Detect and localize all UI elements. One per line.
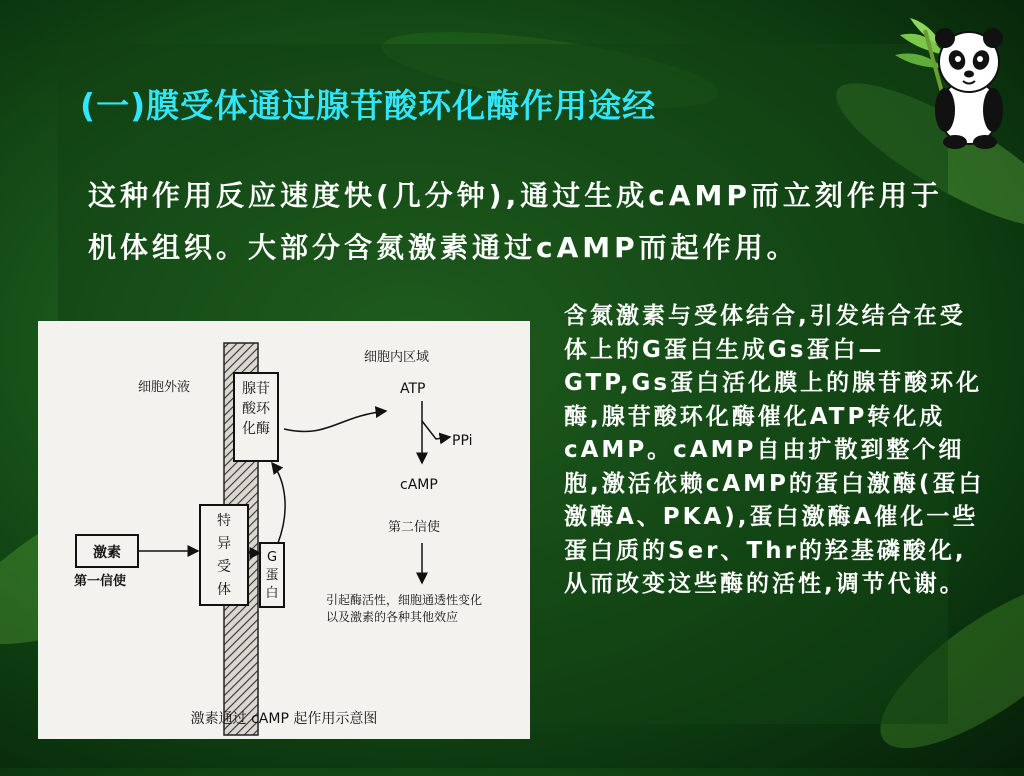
hormone-label: 激素	[93, 545, 121, 561]
ppi-arrow	[422, 421, 450, 439]
enzyme-label-line: 酸环	[242, 401, 270, 417]
receptor-label-line: 异	[217, 536, 231, 552]
panda-icon	[895, 10, 1015, 150]
side-paragraph: 含氮激素与受体结合,引发结合在受体上的G蛋白生成Gs蛋白—GTP,Gs蛋白活化膜上的腺苷酸环化酶,腺苷酸环化酶催化ATP转化成cAMP。cAMP自由扩散到整个细胞,激活依赖cAMP的蛋白激酶(蛋白激酶A、PKA),蛋白激酶A催化一些蛋白质的Ser、Thr的羟基磷酸化,从而改变这些酶的活性,调节代谢。	[564, 303, 985, 597]
receptor-label-line: 体	[217, 582, 231, 598]
intro-paragraph: 这种作用反应速度快(几分钟),通过生成cAMP而立刻作用于机体组织。大部分含氮激素通过cAMP而起作用。	[88, 179, 943, 264]
second-messenger-label: 第二信使	[388, 520, 441, 535]
diagram-svg	[38, 321, 530, 739]
intracellular-label: 细胞内区域	[364, 350, 430, 365]
extracellular-label: 细胞外液	[138, 380, 191, 395]
atp-label: ATP	[400, 381, 426, 397]
ppi-label: PPi	[452, 433, 473, 449]
receptor-label-line: 特	[217, 513, 231, 529]
figure-caption: 激素通过 cAMP 起作用示意图	[190, 711, 378, 727]
slide-title: (一)膜受体通过腺苷酸环化酶作用途经	[80, 86, 657, 125]
first-messenger-label: 第一信使	[74, 574, 127, 589]
activation-arrow	[284, 411, 386, 431]
enzyme-label-line: 化酶	[242, 421, 270, 437]
g-protein-label-line: 蛋	[265, 568, 279, 583]
g-protein-label-line: 白	[265, 586, 279, 601]
g-protein-label-line: G	[266, 550, 278, 565]
effect-line: 引起酶活性，细胞通透性变化	[326, 593, 483, 607]
camp-diagram	[38, 321, 530, 739]
g-cyclase-arrow	[272, 463, 285, 543]
receptor-label-line: 受	[217, 559, 231, 575]
enzyme-label-line: 腺苷	[242, 381, 270, 397]
camp-label: cAMP	[400, 477, 438, 493]
effect-line: 以及激素的各种其他效应	[326, 610, 459, 624]
